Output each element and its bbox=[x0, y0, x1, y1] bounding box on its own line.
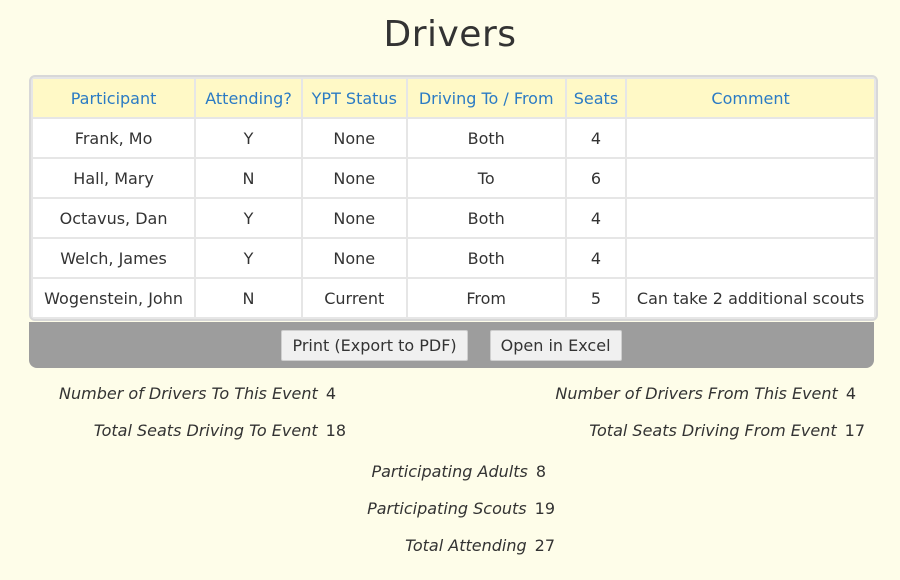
drivers-table bbox=[29, 75, 878, 321]
stat-value: 18 bbox=[325, 421, 346, 440]
attending-cell: N bbox=[196, 279, 301, 317]
attending-cell: N bbox=[196, 159, 301, 197]
participant-cell: Hall, Mary bbox=[33, 159, 194, 197]
column-header-seats[interactable]: Seats bbox=[567, 79, 625, 117]
comment-cell bbox=[627, 119, 874, 157]
stat-label: Total Seats Driving To Event bbox=[93, 421, 318, 440]
stat-value: 8 bbox=[535, 462, 546, 481]
drivers-to-stat bbox=[59, 384, 336, 403]
comment-cell bbox=[627, 239, 874, 277]
print-pdf-button[interactable]: Print (Export to PDF) bbox=[281, 330, 467, 361]
ypt-status-cell: None bbox=[303, 119, 406, 157]
stat-value: 27 bbox=[534, 536, 555, 555]
column-header-driving[interactable]: Driving To / From bbox=[408, 79, 565, 117]
drivers-from-stat bbox=[555, 384, 856, 403]
participant-cell: Frank, Mo bbox=[33, 119, 194, 157]
stat-value: 19 bbox=[534, 499, 555, 518]
seats-cell: 4 bbox=[567, 119, 625, 157]
scouts-stat bbox=[367, 499, 555, 518]
driving-cell: Both bbox=[408, 119, 565, 157]
column-header-ypt-status[interactable]: YPT Status bbox=[303, 79, 406, 117]
column-header-comment[interactable]: Comment bbox=[627, 79, 874, 117]
seats-from-stat bbox=[589, 421, 865, 440]
comment-cell: Can take 2 additional scouts bbox=[627, 279, 874, 317]
table-row[interactable] bbox=[33, 159, 874, 197]
attending-cell: Y bbox=[196, 119, 301, 157]
column-header-attending[interactable]: Attending? bbox=[196, 79, 301, 117]
driving-cell: Both bbox=[408, 199, 565, 237]
participant-cell: Wogenstein, John bbox=[33, 279, 194, 317]
stat-label: Total Attending bbox=[405, 536, 527, 555]
stat-label: Number of Drivers To This Event bbox=[59, 384, 318, 403]
driving-cell: To bbox=[408, 159, 565, 197]
adults-stat bbox=[371, 462, 546, 481]
driving-cell: From bbox=[408, 279, 565, 317]
seats-cell: 5 bbox=[567, 279, 625, 317]
comment-cell bbox=[627, 159, 874, 197]
open-excel-button[interactable]: Open in Excel bbox=[490, 330, 622, 361]
table-row[interactable] bbox=[33, 199, 874, 237]
ypt-status-cell: None bbox=[303, 159, 406, 197]
total-attending-stat bbox=[405, 536, 555, 555]
stat-value: 17 bbox=[844, 421, 865, 440]
column-header-participant[interactable]: Participant bbox=[33, 79, 194, 117]
table-row[interactable] bbox=[33, 239, 874, 277]
attending-cell: Y bbox=[196, 239, 301, 277]
stat-label: Participating Adults bbox=[371, 462, 528, 481]
attending-cell: Y bbox=[196, 199, 301, 237]
participant-cell: Welch, James bbox=[33, 239, 194, 277]
page-title: Drivers bbox=[383, 14, 517, 55]
comment-cell bbox=[627, 199, 874, 237]
seats-cell: 6 bbox=[567, 159, 625, 197]
stat-value: 4 bbox=[325, 384, 336, 403]
seats-cell: 4 bbox=[567, 199, 625, 237]
table-row[interactable] bbox=[33, 119, 874, 157]
stat-label: Participating Scouts bbox=[367, 499, 527, 518]
seats-cell: 4 bbox=[567, 239, 625, 277]
stat-label: Number of Drivers From This Event bbox=[555, 384, 838, 403]
driving-cell: Both bbox=[408, 239, 565, 277]
ypt-status-cell: Current bbox=[303, 279, 406, 317]
ypt-status-cell: None bbox=[303, 199, 406, 237]
stat-value: 4 bbox=[845, 384, 856, 403]
table-toolbar bbox=[29, 322, 874, 368]
stat-label: Total Seats Driving From Event bbox=[589, 421, 837, 440]
seats-to-stat bbox=[94, 421, 346, 440]
table-row[interactable] bbox=[33, 279, 874, 317]
ypt-status-cell: None bbox=[303, 239, 406, 277]
table-header-row bbox=[33, 79, 874, 117]
participant-cell: Octavus, Dan bbox=[33, 199, 194, 237]
